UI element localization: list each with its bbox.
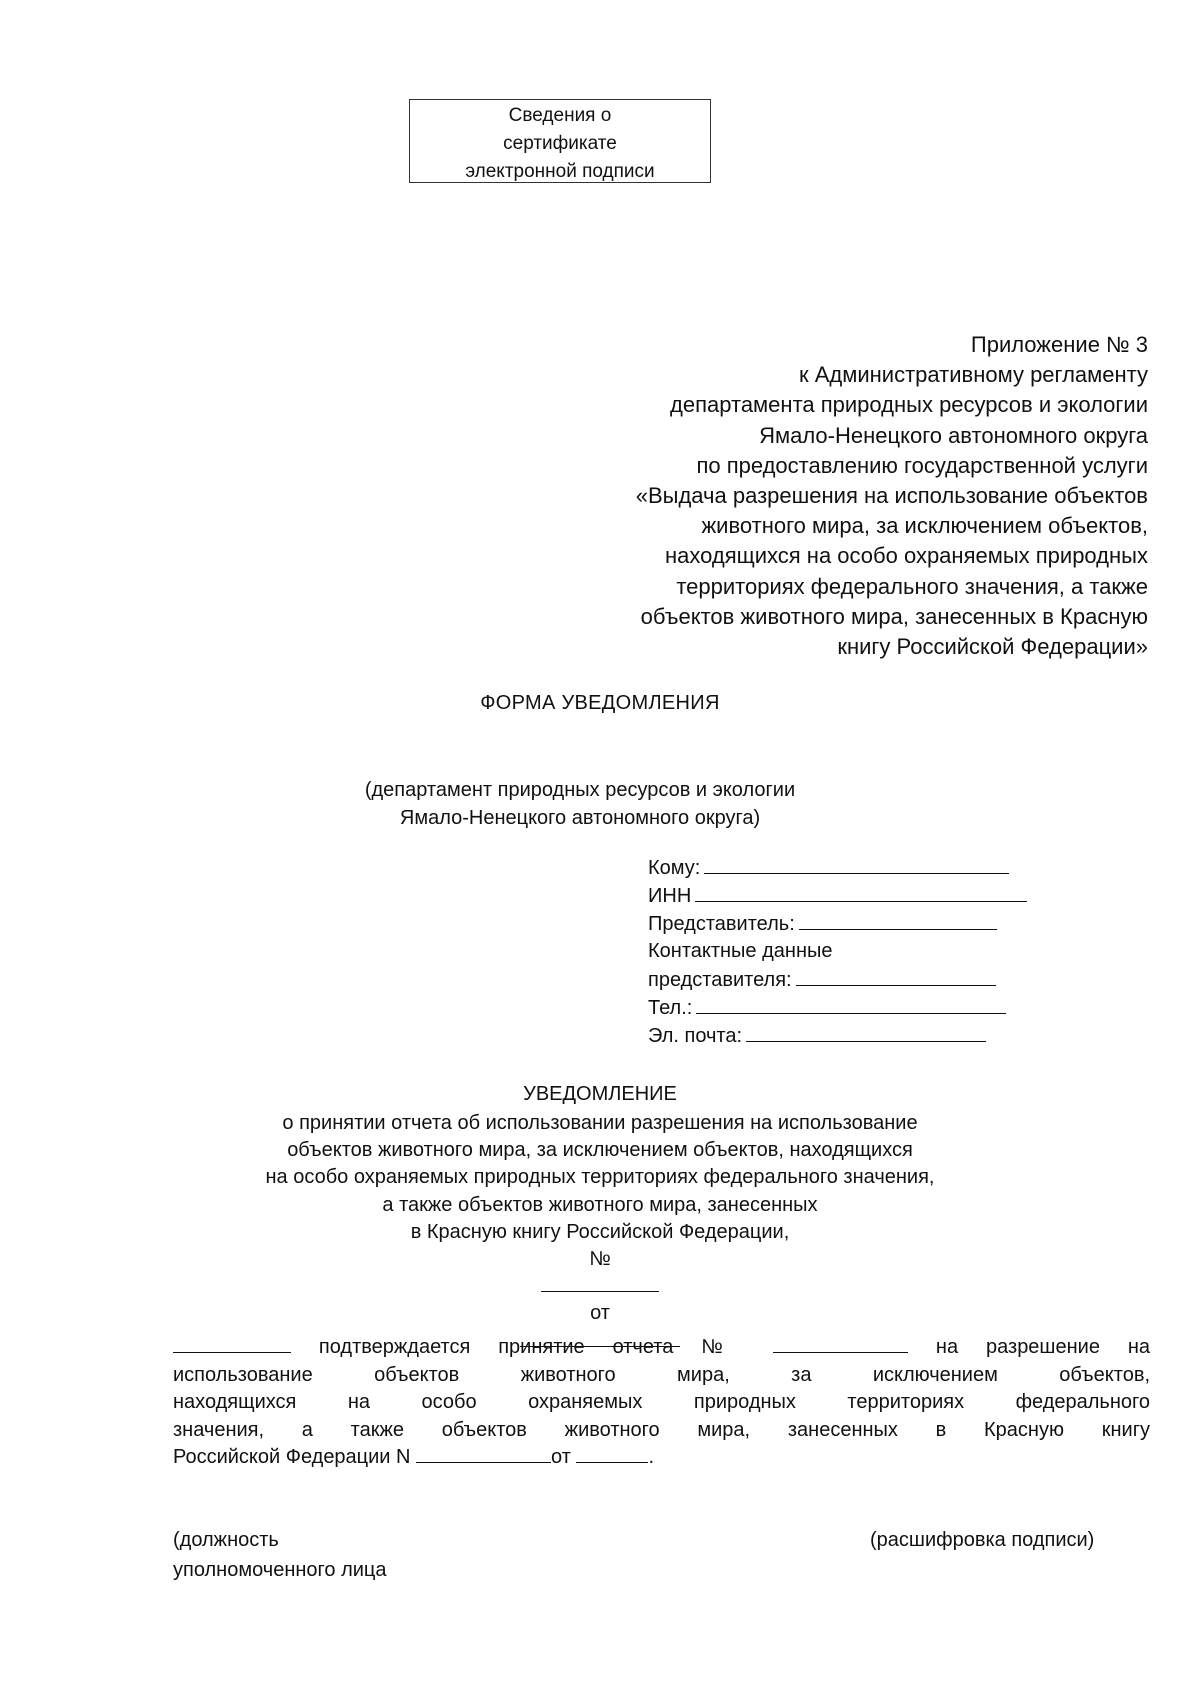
- notice-line: а также объектов животного мира, занесенных: [382, 1193, 818, 1216]
- recipient-to-row: [648, 853, 1009, 881]
- notice-number-field[interactable]: [541, 1273, 659, 1292]
- body-line-4: значения, а также объектов животного мира, занесенных в Красную книгу: [173, 1418, 1150, 1441]
- department-line: (департамент природных ресурсов и экологии: [364, 779, 796, 801]
- body-paragraph: [173, 1334, 1150, 1472]
- notice-number-label: №: [589, 1248, 611, 1271]
- body-line-2: использование объектов животного мира, за исключением объектов,: [173, 1363, 1150, 1386]
- certificate-line: сертификате: [503, 133, 617, 154]
- recipient-contact-field[interactable]: [796, 965, 996, 986]
- recipient-contact-label-2: представителя:: [648, 969, 792, 991]
- body-line-1-text: подтверждается принятие отчета №: [318, 1336, 746, 1358]
- recipient-phone-field[interactable]: [696, 993, 1006, 1014]
- form-title: ФОРМА УВЕДОМЛЕНИЯ: [480, 692, 720, 714]
- appendix-line: Ямало-Ненецкого автономного округа: [759, 422, 1148, 448]
- certificate-info-box: [409, 99, 711, 183]
- appendix-line: по предоставлению государственной услуги: [696, 452, 1148, 478]
- permit-date-field[interactable]: [576, 1444, 648, 1463]
- notice-line: в Красную книгу Российской Федерации,: [410, 1220, 790, 1243]
- recipient-representative-row: [648, 909, 997, 937]
- signature-position: [173, 1525, 387, 1585]
- appendix-line: объектов животного мира, занесенных в Красную: [640, 603, 1148, 629]
- notice-line: на особо охраняемых природных территориях федерального значения,: [265, 1166, 935, 1189]
- recipient-phone-row: [648, 993, 1006, 1021]
- certificate-line: Сведения о: [508, 105, 612, 126]
- appendix-line: территориях федерального значения, а также: [676, 573, 1148, 599]
- appendix-header: [448, 330, 1148, 662]
- recipient-contact-label: Контактные данные: [648, 940, 833, 962]
- body-line-5: [173, 1444, 1150, 1472]
- recipient-phone-label: Тел.:: [648, 997, 693, 1019]
- appendix-line: книгу Российской Федерации»: [837, 634, 1148, 660]
- body-line-5-end: .: [648, 1446, 655, 1468]
- appendix-line: животного мира, за исключением объектов,: [701, 513, 1148, 539]
- signature-decoding: (расшифровка подписи): [870, 1529, 1095, 1551]
- report-number-field[interactable]: [773, 1334, 908, 1353]
- body-line-1-end: на разрешение на: [935, 1336, 1151, 1358]
- recipient-contact-row: [648, 937, 833, 965]
- notice-title: УВЕДОМЛЕНИЕ: [523, 1083, 677, 1105]
- signature-position-line-2: уполномоченного лица: [173, 1559, 387, 1581]
- recipient-inn-row: [648, 881, 1027, 909]
- signature-position-line-1: (должность: [173, 1529, 279, 1551]
- notice-subtitle: [150, 1110, 1050, 1355]
- body-line-1: [173, 1334, 1150, 1362]
- recipient-representative-label: Представитель:: [648, 913, 795, 935]
- recipient-representative-field[interactable]: [799, 909, 997, 930]
- appendix-line: находящихся на особо охраняемых природных: [664, 543, 1148, 569]
- recipient-inn-field[interactable]: [695, 881, 1027, 902]
- notice-from-label: от: [590, 1302, 610, 1325]
- body-line-3: находящихся на особо охраняемых природных территориях федерального: [173, 1391, 1150, 1413]
- appendix-line: «Выдача разрешения на использование объектов: [635, 483, 1148, 509]
- appendix-line: департамента природных ресурсов и экологии: [670, 392, 1148, 418]
- department-block: [220, 776, 940, 832]
- recipient-inn-label: ИНН: [648, 885, 692, 907]
- appendix-line: Приложение № 3: [970, 332, 1148, 357]
- certificate-line: электронной подписи: [465, 161, 655, 182]
- body-line-5-from: от: [551, 1446, 571, 1468]
- permit-number-field[interactable]: [416, 1444, 551, 1463]
- body-line-5-start: Российской Федерации N: [173, 1446, 411, 1468]
- recipient-email-field[interactable]: [746, 1021, 986, 1042]
- recipient-to-field[interactable]: [704, 853, 1009, 874]
- applicant-field[interactable]: [173, 1334, 291, 1353]
- recipient-to-label: Кому:: [648, 857, 701, 879]
- department-line: Ямало-Ненецкого автономного округа): [399, 807, 761, 829]
- recipient-email-row: [648, 1021, 986, 1049]
- recipient-email-label: Эл. почта:: [648, 1025, 743, 1047]
- appendix-line: к Административному регламенту: [798, 362, 1148, 388]
- notice-line: о принятии отчета об использовании разрешения на использование: [282, 1112, 918, 1134]
- notice-line: объектов животного мира, за исключением объектов, находящихся: [287, 1139, 913, 1162]
- recipient-contact-row-2: [648, 965, 996, 993]
